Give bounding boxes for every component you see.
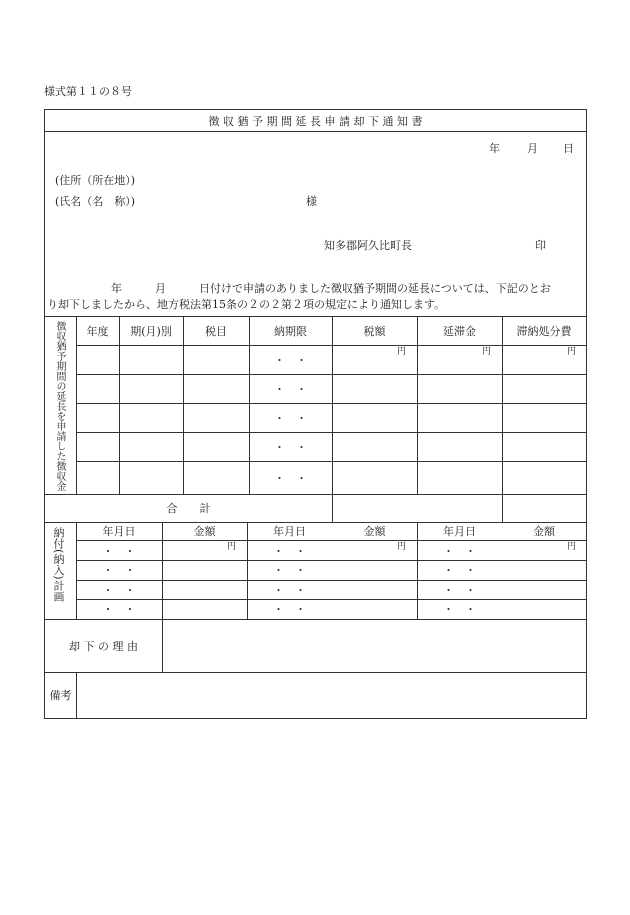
payment-plan-side-label: 納付(納入)計画 [52,527,65,602]
plan-date-placeholder: ・ ・ [102,545,136,558]
plan-date-placeholder: ・ ・ [273,564,306,577]
header-plan-amount-2: 金額 [363,525,386,538]
header-plan-date-3: 年月日 [443,525,476,538]
yen-unit: 円 [567,347,577,357]
divider [332,316,333,522]
header-fiscal-year: 年度 [86,325,109,338]
header-due-date: 納期限 [274,325,307,338]
divider [183,316,184,494]
form-title: 徴 収 猶 予 期 間 延 長 申 請 却 下 通 知 書 [208,115,423,128]
header-tax-amount: 税額 [363,325,386,338]
divider [76,432,586,433]
date-day-label: 日 [563,142,574,155]
divider [502,316,503,522]
divider [76,540,586,541]
header-plan-amount-1: 金額 [193,525,216,538]
date-year-label: 年 [489,142,500,155]
due-date-placeholder: ・ ・ [274,472,307,485]
header-plan-date-1: 年月日 [102,525,136,538]
divider [76,461,586,462]
divider [249,316,250,494]
due-date-placeholder: ・ ・ [274,354,307,367]
header-tax-item: 税目 [205,325,227,338]
yen-unit: 円 [397,542,407,552]
issuer-name: 知多郡阿久比町長 [324,239,412,252]
total-label: 合 計 [166,502,211,515]
due-date-placeholder: ・ ・ [274,441,307,454]
form-number: 様式第１１の８号 [44,85,132,98]
plan-date-placeholder: ・ ・ [443,564,476,577]
plan-date-placeholder: ・ ・ [102,603,136,616]
divider [76,672,77,718]
divider [45,672,586,673]
header-plan-amount-3: 金額 [533,525,555,538]
header-period: 期(月)別 [130,325,172,338]
plan-date-placeholder: ・ ・ [443,584,476,597]
plan-date-placeholder: ・ ・ [273,584,306,597]
divider [119,316,120,494]
divider [45,619,586,620]
address-label: (住所（所在地）) [55,174,136,187]
due-date-placeholder: ・ ・ [274,412,307,425]
header-plan-date-2: 年月日 [273,525,306,538]
body-text-line-2: り却下しましたから、地方税法第15条の２の２第２項の規定により通知します。 [47,298,446,311]
divider [76,403,586,404]
plan-date-placeholder: ・ ・ [273,545,306,558]
divider [76,374,586,375]
divider [76,560,586,561]
name-label: (氏名（名 称）) [55,195,136,208]
honorific: 様 [306,195,317,208]
header-late-charge: 延滞金 [443,325,476,338]
header-disposition-cost: 滞納処分費 [516,325,572,338]
plan-date-placeholder: ・ ・ [102,584,136,597]
plan-date-placeholder: ・ ・ [102,564,136,577]
due-date-placeholder: ・ ・ [274,383,307,396]
yen-unit: 円 [227,542,237,552]
divider [76,316,77,494]
divider [45,522,586,523]
divider [162,619,163,672]
yen-unit: 円 [397,347,407,357]
divider [76,599,586,600]
divider [76,580,586,581]
yen-unit: 円 [482,347,492,357]
rejection-reason-label: 却 下 の 理 由 [69,640,138,653]
seal-mark: 印 [535,239,546,252]
divider [76,345,586,346]
divider [45,494,586,495]
yen-unit: 円 [567,542,577,552]
plan-date-placeholder: ・ ・ [443,603,476,616]
plan-date-placeholder: ・ ・ [443,545,476,558]
notice-form [44,109,587,719]
remarks-label: 備考 [49,689,72,702]
divider [417,316,418,494]
divider [45,316,586,317]
plan-date-placeholder: ・ ・ [273,603,306,616]
tax-table-side-label: 徴収猶予期間の延長を申請した徴収金 [54,321,65,491]
divider [45,131,586,132]
body-text-line-1: 年 月 日付けで申請のありました徴収猶予期間の延長については、下記のとお [111,282,551,295]
date-month-label: 月 [527,142,538,155]
